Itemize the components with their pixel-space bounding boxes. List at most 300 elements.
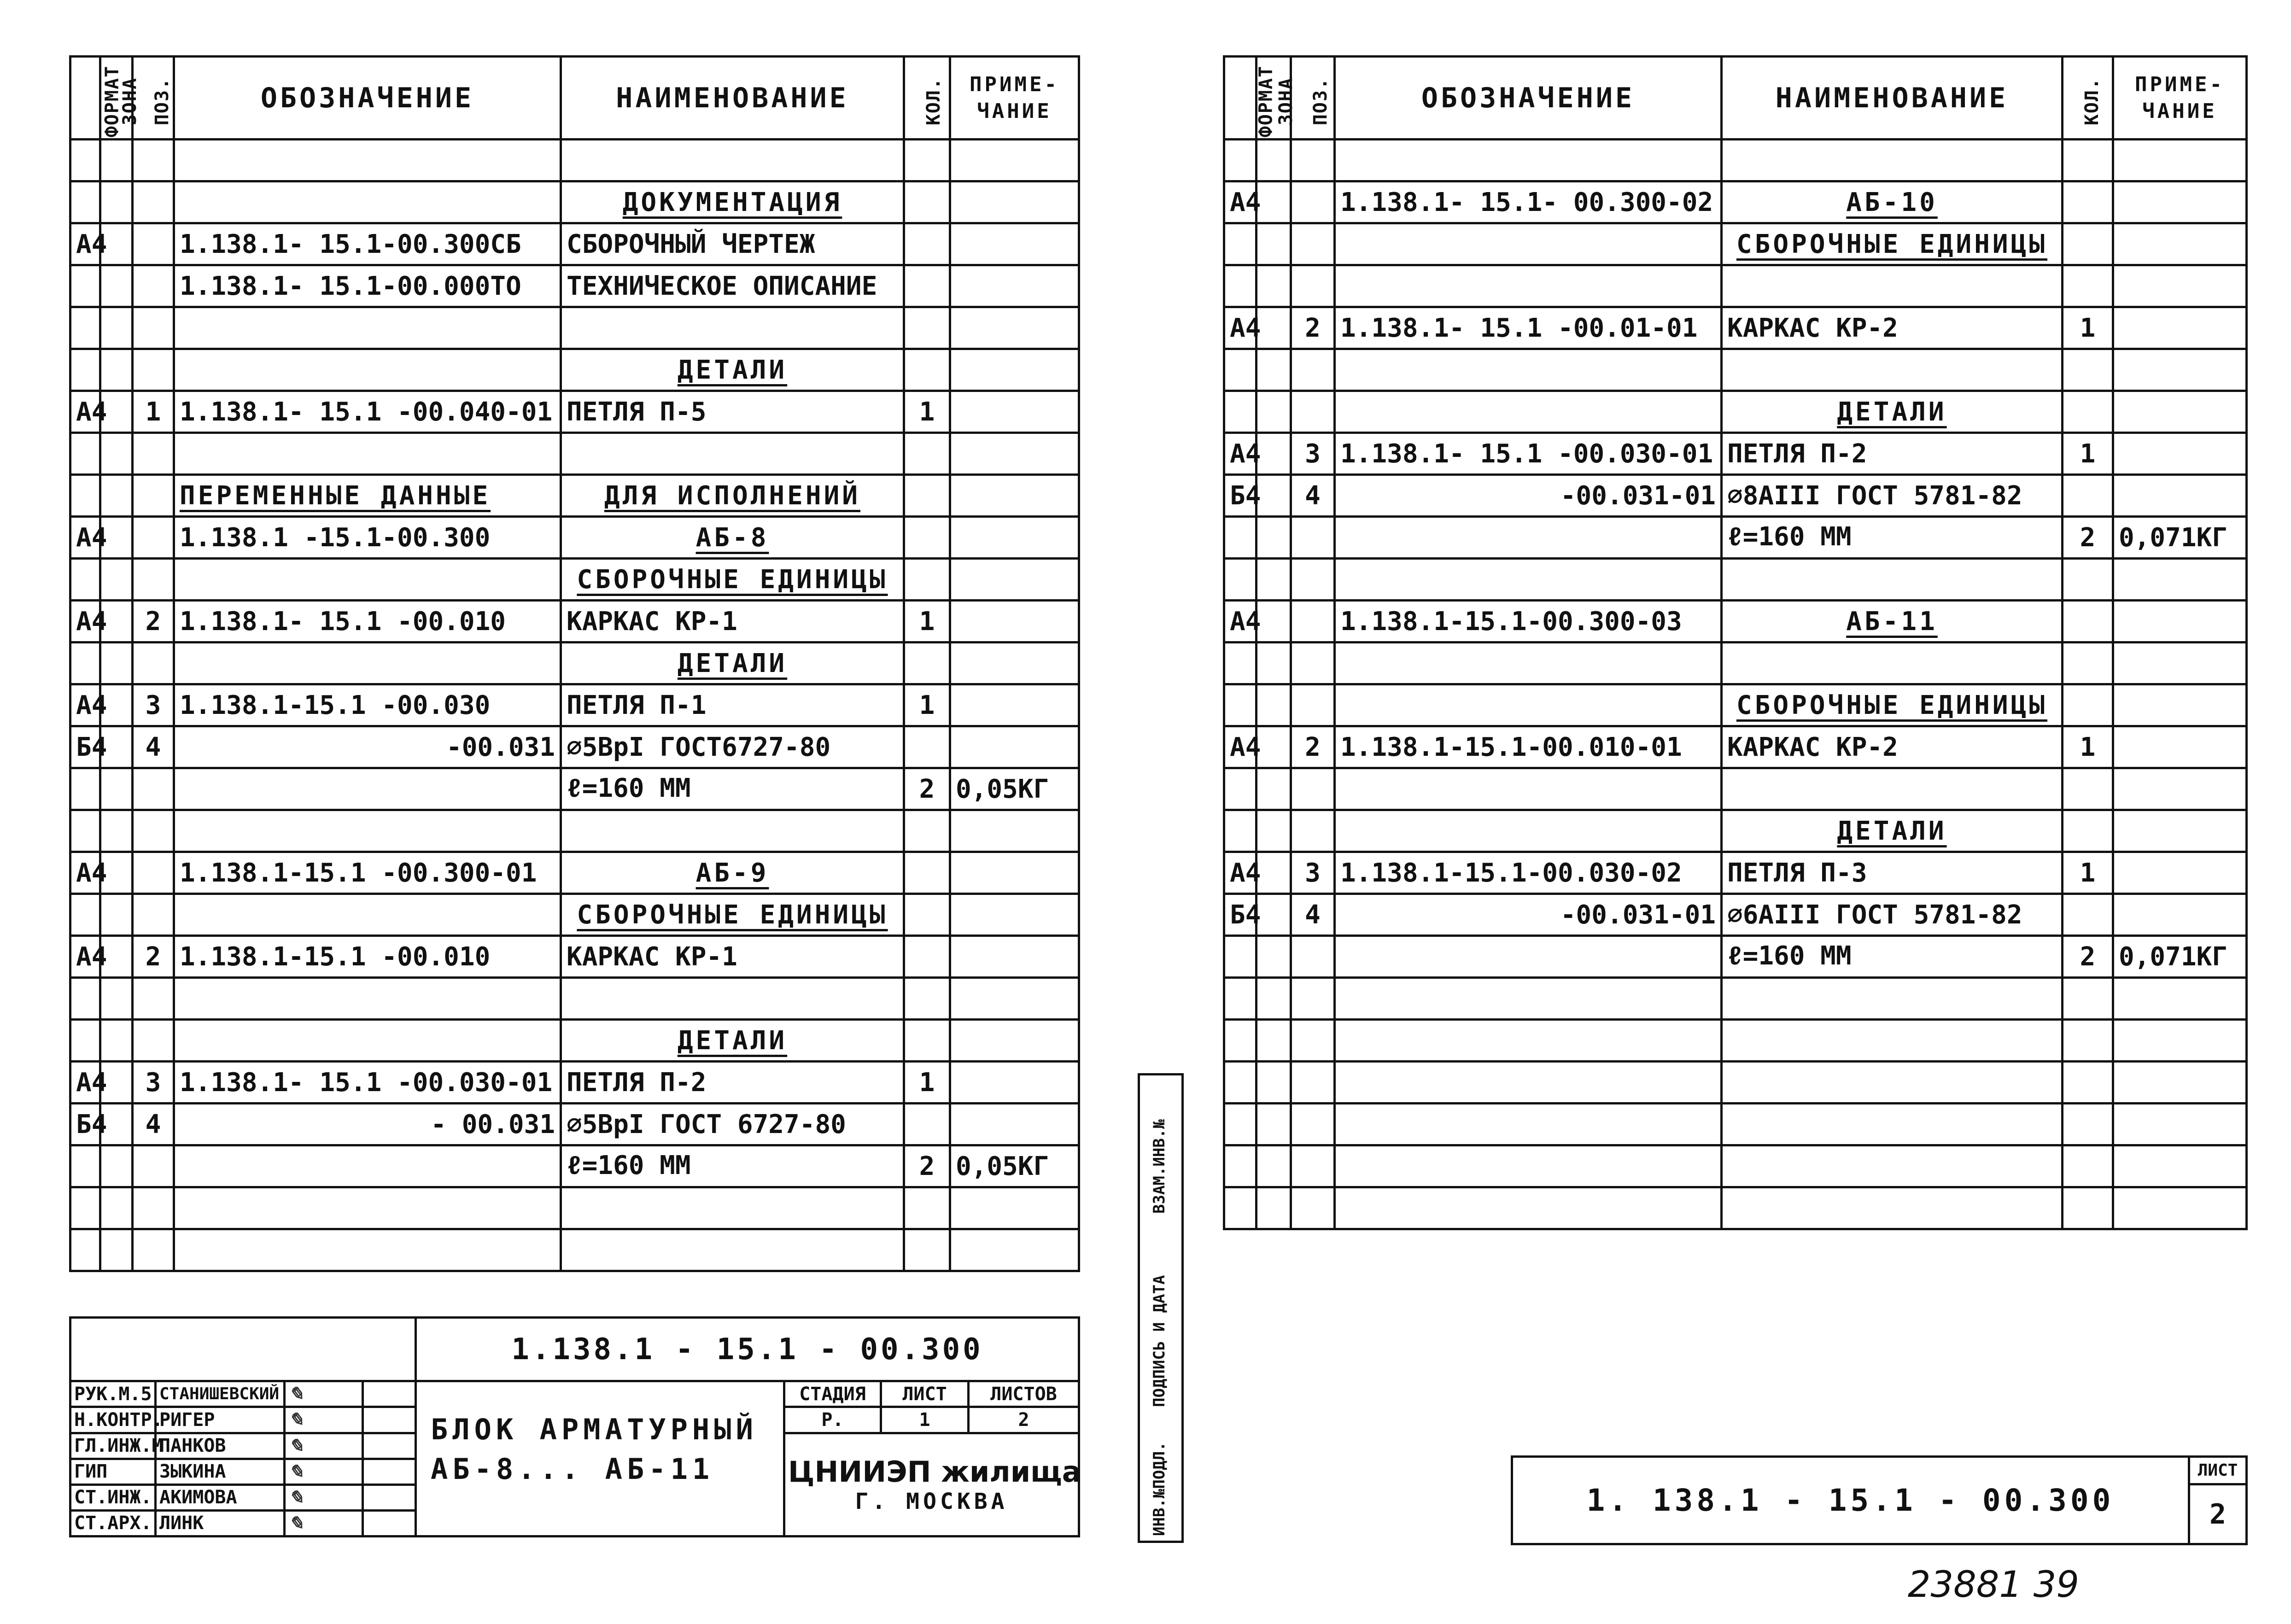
cell-qty: 1 [904, 601, 950, 643]
cell-note [950, 1229, 1079, 1271]
cell-qty: 2 [2063, 936, 2113, 978]
cell-zone [100, 559, 133, 601]
cell-name: ДЕТАЛИ [1722, 810, 2063, 852]
cell-name: КАРКАС КР-1 [561, 936, 904, 978]
cell-pos: 4 [133, 726, 174, 768]
title-line-2: АБ-8... АБ-11 [431, 1452, 714, 1486]
cell-designation [1335, 1062, 1722, 1104]
cell-name [1722, 1104, 2063, 1145]
cell-zone [1257, 726, 1291, 768]
header-pos: ПОЗ. [133, 57, 174, 140]
stamp-inv-original: ИНВ.№ПОДЛ. [1150, 1442, 1169, 1536]
cell-designation [1335, 810, 1722, 852]
cell-name: ⌀5ВрI ГОСТ6727-80 [561, 726, 904, 768]
cell-zone [100, 265, 133, 307]
table-row [70, 265, 1079, 307]
cell-qty [2063, 684, 2113, 726]
person-name: ПАНКОВ [156, 1433, 285, 1459]
table-row [70, 307, 1079, 349]
cell-format: А4 [70, 391, 100, 433]
table-row [70, 475, 1079, 517]
cell-qty: 1 [904, 1062, 950, 1104]
cell-zone [1257, 181, 1291, 223]
table-row [1224, 1104, 2247, 1145]
cell-name [1722, 768, 2063, 810]
stamp-replaced-inv: ВЗАМ.ИНВ.№ [1150, 1119, 1169, 1214]
cell-note [950, 391, 1079, 433]
cell-note [2113, 349, 2247, 391]
cell-zone [1257, 768, 1291, 810]
cell-format: А4 [70, 936, 100, 978]
cell-qty [2063, 559, 2113, 601]
cell-zone [1257, 1187, 1291, 1229]
cell-pos: 3 [1291, 852, 1335, 894]
archive-number: 23881 39 [1907, 1564, 2079, 1606]
table-row [1224, 559, 2247, 601]
cell-note [950, 349, 1079, 391]
header-zone: ЗОНА [100, 57, 133, 140]
table-row [1224, 391, 2247, 433]
cell-pos [1291, 643, 1335, 684]
cell-note [2113, 433, 2247, 475]
cell-name: ПЕТЛЯ П-5 [561, 391, 904, 433]
cell-pos [1291, 810, 1335, 852]
cell-zone [100, 1020, 133, 1062]
cell-designation [1335, 1145, 1722, 1187]
cell-designation [1335, 643, 1722, 684]
cell-designation: 1.138.1- 15.1 -00.010 [174, 601, 561, 643]
person-name: АКИМОВА [156, 1484, 285, 1510]
cell-pos [1291, 1187, 1335, 1229]
cell-qty [904, 1229, 950, 1271]
cell-format: Б4 [1224, 894, 1257, 936]
cell-pos: 4 [1291, 894, 1335, 936]
sheet-value: 1 [881, 1407, 969, 1433]
cell-qty [904, 726, 950, 768]
cell-designation [174, 140, 561, 181]
cell-zone [100, 643, 133, 684]
header-designation: ОБОЗНАЧЕНИЕ [174, 57, 561, 140]
table-row [70, 1187, 1079, 1229]
cell-name: ДОКУМЕНТАЦИЯ [561, 181, 904, 223]
cell-name [1722, 1187, 2063, 1229]
cell-designation [174, 1187, 561, 1229]
sheet-label: ЛИСТ [881, 1381, 969, 1407]
cell-name: ДЕТАЛИ [1722, 391, 2063, 433]
cell-pos [1291, 349, 1335, 391]
cell-pos [133, 978, 174, 1020]
cell-pos [1291, 140, 1335, 181]
cell-name: СБОРОЧНЫЕ ЕДИНИЦЫ [561, 559, 904, 601]
cell-name: ПЕТЛЯ П-3 [1722, 852, 2063, 894]
cell-zone [1257, 475, 1291, 517]
table-row [70, 643, 1079, 684]
cell-qty [2063, 475, 2113, 517]
table-header-row [70, 57, 1079, 140]
cell-pos [133, 349, 174, 391]
cell-designation [1335, 1187, 1722, 1229]
cell-format: А4 [1224, 852, 1257, 894]
cell-note [950, 433, 1079, 475]
cell-format [70, 1187, 100, 1229]
cell-name: СБОРОЧНЫЕ ЕДИНИЦЫ [561, 894, 904, 936]
cell-format [1224, 810, 1257, 852]
cell-note [2113, 643, 2247, 684]
cell-pos: 4 [133, 1104, 174, 1145]
table-row [70, 726, 1079, 768]
cell-format [1224, 140, 1257, 181]
cell-qty [2063, 643, 2113, 684]
table-row [70, 559, 1079, 601]
cell-zone [1257, 978, 1291, 1020]
cell-name [1722, 140, 2063, 181]
cell-name: ТЕХНИЧЕСКОЕ ОПИСАНИЕ [561, 265, 904, 307]
cell-designation [1335, 559, 1722, 601]
cell-note [2113, 223, 2247, 265]
cell-note [2113, 307, 2247, 349]
table-row [70, 391, 1079, 433]
table-row [1224, 768, 2247, 810]
cell-note [2113, 1145, 2247, 1187]
signature: ✎ [285, 1510, 363, 1536]
table-row [70, 517, 1079, 559]
cell-designation [174, 433, 561, 475]
cell-qty [904, 433, 950, 475]
cell-name: АБ-9 [561, 852, 904, 894]
cell-name [1722, 1020, 2063, 1062]
sheet-value: 2 [2189, 1484, 2247, 1544]
cell-designation [174, 810, 561, 852]
cell-format: А4 [1224, 726, 1257, 768]
cell-note [2113, 810, 2247, 852]
cell-format [70, 265, 100, 307]
cell-format [1224, 559, 1257, 601]
title-block-blank [70, 1318, 416, 1381]
cell-qty [904, 1187, 950, 1229]
cell-note [950, 223, 1079, 265]
cell-name [1722, 559, 2063, 601]
cell-format [70, 1020, 100, 1062]
cell-zone [100, 475, 133, 517]
cell-zone [1257, 307, 1291, 349]
person-name: ЗЫКИНА [156, 1459, 285, 1484]
cell-qty: 2 [2063, 517, 2113, 559]
cell-format [1224, 643, 1257, 684]
header-name: НАИМЕНОВАНИЕ [1722, 57, 2063, 140]
header-name: НАИМЕНОВАНИЕ [561, 57, 904, 140]
person-role: ГЛ.ИНЖ.М [70, 1433, 156, 1459]
cell-format: А4 [70, 852, 100, 894]
cell-name: КАРКАС КР-2 [1722, 307, 2063, 349]
cell-note [2113, 140, 2247, 181]
cell-format: А4 [70, 1062, 100, 1104]
cell-name: КАРКАС КР-1 [561, 601, 904, 643]
table-row [1224, 181, 2247, 223]
table-row [1224, 475, 2247, 517]
cell-format: Б4 [1224, 475, 1257, 517]
cell-name [561, 433, 904, 475]
cell-zone [1257, 140, 1291, 181]
cell-note [950, 684, 1079, 726]
stamp-column [1138, 1073, 1184, 1543]
person-role: ГИП [70, 1459, 156, 1484]
cell-zone [1257, 349, 1291, 391]
cell-zone [1257, 684, 1291, 726]
cell-zone [100, 307, 133, 349]
cell-qty [2063, 1145, 2113, 1187]
table-row [1224, 1062, 2247, 1104]
cell-zone [100, 349, 133, 391]
cell-name [561, 1229, 904, 1271]
cell-designation [1335, 391, 1722, 433]
cell-zone [100, 810, 133, 852]
cell-format [70, 810, 100, 852]
header-pos: ПОЗ. [1291, 57, 1335, 140]
cell-designation: 1.138.1- 15.1 -00.030-01 [174, 1062, 561, 1104]
cell-pos [1291, 517, 1335, 559]
title-block-2 [1511, 1455, 2248, 1545]
specification-table-2 [1223, 55, 2248, 1230]
table-row [1224, 1187, 2247, 1229]
cell-pos [1291, 1062, 1335, 1104]
cell-name: АБ-11 [1722, 601, 2063, 643]
cell-name [561, 1187, 904, 1229]
table-row [70, 1229, 1079, 1271]
cell-zone [1257, 559, 1291, 601]
cell-name: ⌀8АIII ГОСТ 5781-82 [1722, 475, 2063, 517]
cell-designation: 1.138.1-15.1-00.030-02 [1335, 852, 1722, 894]
header-zone: ЗОНА [1257, 57, 1291, 140]
cell-designation: -00.031-01 [1335, 475, 1722, 517]
cell-note [2113, 978, 2247, 1020]
table-row [70, 768, 1079, 810]
cell-qty: 1 [904, 391, 950, 433]
signature: ✎ [285, 1459, 363, 1484]
cell-name: АБ-8 [561, 517, 904, 559]
cell-name: ⌀5ВрI ГОСТ 6727-80 [561, 1104, 904, 1145]
cell-designation [1335, 1020, 1722, 1062]
cell-designation [174, 643, 561, 684]
cell-note [950, 140, 1079, 181]
cell-pos: 2 [133, 601, 174, 643]
cell-pos: 2 [1291, 726, 1335, 768]
cell-name [1722, 643, 2063, 684]
cell-note [2113, 391, 2247, 433]
cell-qty [904, 852, 950, 894]
organization-block [784, 1433, 1079, 1536]
table-row [1224, 726, 2247, 768]
cell-name [1722, 349, 2063, 391]
stage-label: СТАДИЯ [784, 1381, 881, 1407]
table-row [1224, 852, 2247, 894]
cell-pos [133, 643, 174, 684]
title-block-1 [69, 1316, 1080, 1537]
cell-qty [2063, 978, 2113, 1020]
cell-note [2113, 768, 2247, 810]
cell-format [1224, 684, 1257, 726]
cell-pos [1291, 601, 1335, 643]
cell-pos [133, 140, 174, 181]
cell-designation: 1.138.1-15.1 -00.010 [174, 936, 561, 978]
cell-designation [1335, 517, 1722, 559]
cell-designation: 1.138.1-15.1-00.300-03 [1335, 601, 1722, 643]
cell-zone [1257, 936, 1291, 978]
cell-designation: -00.031-01 [1335, 894, 1722, 936]
cell-pos [133, 852, 174, 894]
cell-zone [100, 1187, 133, 1229]
table-row [1224, 307, 2247, 349]
cell-format [1224, 349, 1257, 391]
cell-zone [1257, 1062, 1291, 1104]
cell-zone [1257, 601, 1291, 643]
cell-designation: 1.138.1- 15.1-00.300СБ [174, 223, 561, 265]
cell-note [950, 936, 1079, 978]
cell-pos [1291, 1104, 1335, 1145]
cell-note [2113, 181, 2247, 223]
cell-zone [1257, 265, 1291, 307]
cell-pos [1291, 978, 1335, 1020]
cell-format: А4 [70, 601, 100, 643]
cell-note: 0,05КГ [950, 1145, 1079, 1187]
cell-format [70, 894, 100, 936]
cell-format: А4 [1224, 601, 1257, 643]
cell-pos [133, 517, 174, 559]
cell-format [1224, 1145, 1257, 1187]
cell-name: ПЕТЛЯ П-2 [561, 1062, 904, 1104]
cell-pos [1291, 936, 1335, 978]
cell-format: Б4 [70, 1104, 100, 1145]
cell-qty [904, 559, 950, 601]
cell-format [70, 433, 100, 475]
cell-qty [904, 1020, 950, 1062]
sheets-value: 2 [969, 1407, 1079, 1433]
cell-note [2113, 852, 2247, 894]
cell-qty [904, 265, 950, 307]
doc-number: 1.138.1 - 15.1 - 00.300 [416, 1318, 1079, 1381]
cell-note [950, 1104, 1079, 1145]
table-row [70, 140, 1079, 181]
cell-zone [1257, 433, 1291, 475]
cell-pos [133, 894, 174, 936]
doc-number: 1. 138.1 - 15.1 - 00.300 [1512, 1457, 2189, 1544]
cell-designation [174, 1229, 561, 1271]
cell-designation [174, 1020, 561, 1062]
cell-note [2113, 265, 2247, 307]
cell-zone [1257, 517, 1291, 559]
cell-note [950, 181, 1079, 223]
cell-qty: 1 [2063, 433, 2113, 475]
table-body [1224, 140, 2247, 1229]
table-row [70, 223, 1079, 265]
spec-sheet-1 [0, 0, 1105, 1624]
cell-note [2113, 559, 2247, 601]
cell-zone [1257, 1145, 1291, 1187]
cell-format [1224, 223, 1257, 265]
cell-format [1224, 517, 1257, 559]
cell-note [2113, 726, 2247, 768]
cell-designation: 1.138.1-15.1 -00.300-01 [174, 852, 561, 894]
cell-name: ДЛЯ ИСПОЛНЕНИЙ [561, 475, 904, 517]
cell-note [2113, 1187, 2247, 1229]
cell-pos: 3 [133, 684, 174, 726]
cell-name: ДЕТАЛИ [561, 349, 904, 391]
table-row [1224, 978, 2247, 1020]
cell-pos [1291, 684, 1335, 726]
table-row [70, 810, 1079, 852]
table-row [70, 936, 1079, 978]
cell-name: КАРКАС КР-2 [1722, 726, 2063, 768]
cell-pos [133, 1145, 174, 1187]
cell-note: 0,05КГ [950, 768, 1079, 810]
cell-format [70, 475, 100, 517]
cell-pos [1291, 1145, 1335, 1187]
cell-name: ℓ=160 ММ [1722, 936, 2063, 978]
table-row [70, 978, 1079, 1020]
cell-qty [2063, 810, 2113, 852]
cell-pos: 3 [133, 1062, 174, 1104]
table-row [70, 1104, 1079, 1145]
cell-format [1224, 936, 1257, 978]
cell-qty [2063, 223, 2113, 265]
cell-qty [904, 643, 950, 684]
table-header-row [1224, 57, 2247, 140]
header-note: ПРИМЕ- ЧАНИЕ [2113, 57, 2247, 140]
cell-zone [1257, 810, 1291, 852]
cell-designation: 1.138.1- 15.1 -00.01-01 [1335, 307, 1722, 349]
table-row [70, 601, 1079, 643]
cell-qty: 1 [2063, 307, 2113, 349]
person-role: Н.КОНТР. [70, 1407, 156, 1433]
table-row [1224, 643, 2247, 684]
cell-zone [1257, 1104, 1291, 1145]
cell-note [950, 601, 1079, 643]
cell-designation [1335, 1104, 1722, 1145]
cell-pos [133, 265, 174, 307]
city: Г. МОСКВА [855, 1488, 1008, 1514]
cell-designation [174, 559, 561, 601]
cell-qty [904, 1104, 950, 1145]
cell-zone [1257, 223, 1291, 265]
cell-pos [133, 559, 174, 601]
person-role: СТ.АРХ. [70, 1510, 156, 1536]
cell-note [2113, 684, 2247, 726]
cell-pos [1291, 391, 1335, 433]
cell-format [70, 978, 100, 1020]
title-line-1: БЛОК АРМАТУРНЫЙ [431, 1413, 758, 1447]
cell-note [2113, 894, 2247, 936]
cell-designation: 1.138.1-15.1-00.010-01 [1335, 726, 1722, 768]
cell-qty [2063, 1187, 2113, 1229]
cell-name [1722, 1062, 2063, 1104]
table-row [1224, 936, 2247, 978]
cell-name: СБОРОЧНЫЙ ЧЕРТЕЖ [561, 223, 904, 265]
cell-designation [174, 307, 561, 349]
cell-pos [133, 1187, 174, 1229]
table-row [1224, 433, 2247, 475]
cell-format [70, 307, 100, 349]
cell-qty [2063, 391, 2113, 433]
cell-format [1224, 1104, 1257, 1145]
cell-designation [174, 978, 561, 1020]
cell-note [950, 559, 1079, 601]
cell-name [561, 140, 904, 181]
cell-note [950, 894, 1079, 936]
cell-zone [100, 894, 133, 936]
cell-note [950, 1187, 1079, 1229]
cell-qty [2063, 1104, 2113, 1145]
cell-format [1224, 768, 1257, 810]
cell-name [561, 810, 904, 852]
